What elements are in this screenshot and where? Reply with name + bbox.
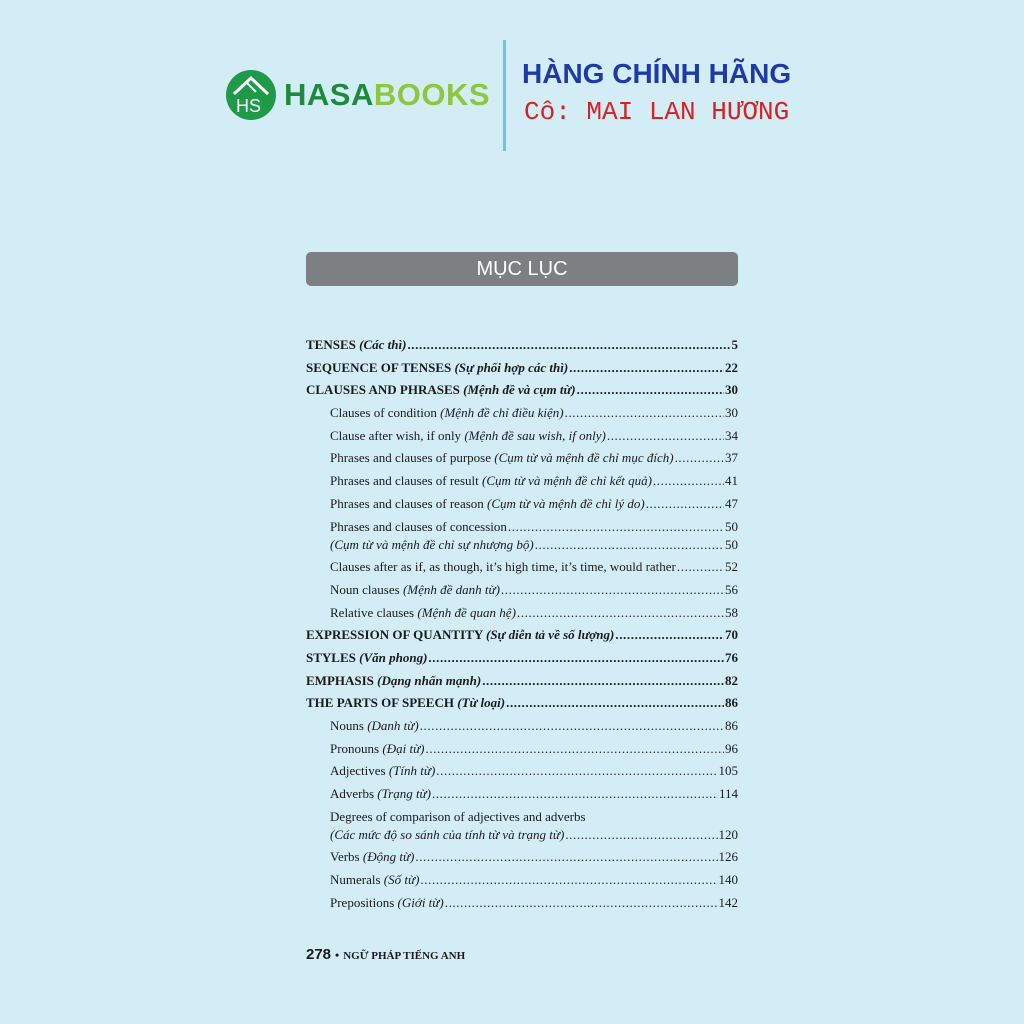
- toc-entry-vietnamese: (Cụm từ và mệnh đề chỉ mục đích): [494, 450, 674, 466]
- toc-leader-dots: [506, 695, 724, 711]
- toc-entry-text: Degrees of comparison of adjectives and adverbs: [330, 808, 586, 824]
- toc-title: MỤC LỤC: [306, 252, 738, 286]
- toc-entry-vietnamese: (Mệnh đề chỉ điều kiện): [440, 405, 564, 421]
- toc-entry: [306, 849, 738, 865]
- toc-leader-dots: [607, 428, 724, 444]
- toc-entry-text: Relative clauses: [330, 604, 415, 620]
- toc-entry-vietnamese: (Văn phong): [359, 649, 428, 665]
- toc-entry: [306, 519, 738, 535]
- toc-entry-page: 70: [725, 627, 738, 643]
- toc-entry-text: Numerals: [330, 872, 381, 888]
- toc-entry-text: CLAUSES AND PHRASES: [306, 382, 460, 398]
- toc-leader-dots: [415, 849, 717, 865]
- toc-entry-vietnamese: (Cụm từ và mệnh đề chỉ kết quả): [482, 473, 652, 489]
- toc-entry-label: [330, 582, 500, 598]
- toc-entry-text: Nouns: [330, 718, 364, 733]
- toc-leader-dots: [407, 337, 730, 353]
- footer-bullet: •: [335, 948, 340, 962]
- toc-leader-dots: [445, 895, 718, 911]
- toc-entry: [306, 360, 738, 376]
- toc-entry-text: Verbs: [330, 849, 360, 865]
- toc-entry-vietnamese: (Sự diễn tả về số lượng): [485, 627, 615, 643]
- toc-entry-page: 86: [725, 695, 738, 711]
- toc-entry: [306, 582, 738, 598]
- toc-leader-dots: [436, 763, 717, 779]
- toc-entry-page: 120: [718, 826, 738, 842]
- toc-entry: [306, 763, 738, 779]
- hasabooks-brand: [226, 70, 490, 120]
- toc-entry-text: Phrases and clauses of concession: [330, 518, 507, 534]
- brand-name-part2: BOOKS: [373, 77, 491, 112]
- toc-entry-text: Adverbs: [330, 786, 375, 802]
- toc-entry-label: [306, 627, 614, 643]
- toc-entry: [306, 673, 738, 689]
- toc-entry-label: [330, 537, 534, 553]
- toc-leader-dots: [646, 496, 724, 512]
- toc-entry-vietnamese: (Mệnh đề quan hệ): [417, 604, 516, 620]
- toc-entry-vietnamese: (Trạng từ): [377, 786, 431, 802]
- toc-leader-dots: [675, 450, 724, 466]
- toc-entry: [306, 741, 738, 757]
- toc-entry-label: [330, 763, 435, 779]
- toc-entry-label: [330, 849, 414, 865]
- toc-entry: [306, 695, 738, 711]
- page-number: 278: [306, 946, 332, 963]
- toc-entry: [306, 337, 738, 353]
- svg-text:HS: HS: [236, 96, 262, 116]
- toc-leader-dots: [428, 650, 724, 666]
- toc-entry-page: 96: [725, 740, 738, 756]
- toc-entry-vietnamese: (Động từ): [362, 849, 415, 865]
- toc-entry: [306, 650, 738, 666]
- toc-entry: [306, 473, 738, 489]
- toc-entry: [306, 718, 738, 734]
- toc-entry-label: [330, 809, 586, 825]
- toc-entry: [306, 559, 738, 575]
- toc-entry-vietnamese: (Các thì): [359, 337, 407, 352]
- toc-entry-page: 142: [718, 894, 738, 910]
- toc-entry-page: 5: [731, 337, 738, 352]
- toc-entry-vietnamese: (Các mức độ so sánh của tính từ và trạng từ): [330, 826, 565, 842]
- toc-entry-label: [330, 741, 425, 757]
- toc-entry-vietnamese: (Cụm từ và mệnh đề chỉ sự nhượng bộ): [330, 536, 534, 552]
- toc-entry-label: [306, 673, 481, 689]
- toc-entry-label: [330, 450, 674, 466]
- toc-entry-label: [330, 605, 516, 621]
- toc-entry-page: 126: [718, 849, 738, 865]
- toc-entry-label: [330, 827, 564, 843]
- toc-entry-text: EXPRESSION OF QUANTITY: [306, 627, 483, 643]
- toc-entry-vietnamese: (Danh từ): [367, 718, 419, 733]
- toc-entry-page: 86: [725, 718, 738, 733]
- toc-entry-page: 58: [725, 604, 738, 620]
- toc-leader-dots: [577, 382, 724, 398]
- toc-entry-label: [330, 786, 431, 802]
- toc-leader-dots: [426, 741, 725, 757]
- official-label: HÀNG CHÍNH HÃNG: [522, 58, 792, 89]
- toc-entry-text: Noun clauses: [330, 581, 400, 597]
- toc-leader-dots: [677, 559, 724, 575]
- toc-entry: [306, 809, 738, 825]
- toc-entry-label: [330, 519, 507, 535]
- toc-entry-vietnamese: (Cụm từ và mệnh đề chỉ lý do): [487, 495, 645, 511]
- toc-leader-dots: [565, 405, 724, 421]
- toc-entry-vietnamese: (Mệnh đề và cụm từ): [463, 382, 576, 398]
- toc-entry-label: [306, 337, 406, 353]
- toc-leader-dots: [569, 360, 724, 376]
- toc-entry-text: Pronouns: [330, 740, 380, 756]
- toc-entry-text: SEQUENCE OF TENSES: [306, 359, 452, 375]
- toc-entry-text: Clauses after as if, as though, it’s high time, it’s time, would rather: [330, 559, 676, 575]
- toc-entry-page: 50: [725, 518, 738, 534]
- toc-entry-page: 30: [725, 382, 738, 398]
- toc-entry: [306, 872, 738, 888]
- toc-entry-page: 105: [718, 763, 738, 779]
- toc-entry-page: 82: [725, 672, 738, 688]
- toc-entry-label: [330, 496, 645, 512]
- toc-entry-page: 50: [725, 536, 738, 552]
- toc-entry-vietnamese: (Giới từ): [397, 894, 444, 910]
- toc-entry-page: 47: [725, 495, 738, 511]
- toc-entry-page: 30: [725, 405, 738, 421]
- toc-entry-text: THE PARTS OF SPEECH: [306, 695, 454, 711]
- toc-entry: [306, 786, 738, 802]
- toc-entry-vietnamese: (Số từ): [383, 872, 420, 888]
- toc-entry-page: 114: [718, 786, 738, 802]
- toc-entry: [306, 827, 738, 843]
- toc-entry-vietnamese: (Mệnh đề sau wish, if only): [464, 427, 606, 443]
- toc-entry: [306, 450, 738, 466]
- toc-entry-vietnamese: (Sự phối hợp các thì): [454, 359, 569, 375]
- toc-entry-label: [306, 695, 505, 711]
- toc-entry-page: 76: [725, 649, 738, 665]
- page-footer: [306, 946, 465, 963]
- toc-leader-dots: [420, 718, 724, 734]
- toc-entry-vietnamese: (Đại từ): [382, 740, 425, 756]
- toc-entry-vietnamese: (Mệnh đề danh từ): [402, 581, 500, 597]
- toc-leader-dots: [508, 519, 724, 535]
- toc-entry-label: [330, 718, 419, 734]
- brand-name-part1: HASA: [284, 77, 374, 112]
- toc-entry: [306, 496, 738, 512]
- toc-leader-dots: [517, 605, 724, 621]
- book-title: NGỮ PHÁP TIẾNG ANH: [343, 950, 466, 962]
- toc-entry-text: Adjectives: [330, 763, 386, 779]
- toc-entry-page: 41: [725, 473, 738, 489]
- toc-entry-label: [330, 473, 652, 489]
- toc-entry-text: EMPHASIS: [306, 672, 374, 688]
- toc-entry-page: 22: [725, 359, 738, 375]
- toc-leader-dots: [535, 537, 724, 553]
- toc-entry-page: 34: [725, 427, 738, 443]
- toc-entry: [306, 428, 738, 444]
- toc-entry-vietnamese: (Dạng nhấn mạnh): [377, 672, 482, 688]
- toc-entry-text: STYLES: [306, 649, 356, 665]
- toc-entry-label: [306, 360, 568, 376]
- toc-leader-dots: [615, 627, 724, 643]
- toc-entry-page: 52: [725, 559, 738, 575]
- toc-leader-dots: [432, 786, 718, 802]
- toc-entry-label: [330, 428, 606, 444]
- toc-entry-vietnamese: (Từ loại): [457, 695, 506, 711]
- toc-entry: [306, 382, 738, 398]
- toc-entry-text: Prepositions: [330, 894, 395, 910]
- toc-entry-page: 37: [725, 450, 738, 466]
- toc-entry-text: Clause after wish, if only: [330, 427, 462, 443]
- table-of-contents: [306, 337, 738, 918]
- teacher-label: Cô: MAI LAN HƯƠNG: [524, 97, 790, 127]
- toc-entry: [306, 895, 738, 911]
- toc-entry-page: 140: [718, 872, 738, 888]
- toc-entry-label: [306, 382, 576, 398]
- brand-name: [284, 77, 490, 113]
- toc-leader-dots: [501, 582, 724, 598]
- toc-entry-page: 56: [725, 581, 738, 597]
- toc-entry-vietnamese: (Tính từ): [388, 763, 436, 779]
- toc-leader-dots: [653, 473, 724, 489]
- toc-entry-text: Clauses of condition: [330, 405, 437, 421]
- header-divider: [503, 40, 506, 151]
- toc-entry: [306, 627, 738, 643]
- toc-entry-label: [330, 405, 564, 421]
- toc-entry: [306, 537, 738, 553]
- toc-entry-label: [306, 650, 427, 666]
- toc-entry-label: [330, 895, 444, 911]
- toc-entry-text: TENSES: [306, 337, 356, 352]
- toc-leader-dots: [420, 872, 717, 888]
- toc-entry: [306, 605, 738, 621]
- toc-leader-dots: [565, 827, 717, 843]
- toc-entry-label: [330, 872, 419, 888]
- toc-entry-text: Phrases and clauses of purpose: [330, 450, 492, 466]
- toc-leader-dots: [482, 673, 724, 689]
- toc-entry: [306, 405, 738, 421]
- toc-entry-text: Phrases and clauses of reason: [330, 495, 484, 511]
- hasabooks-logo-icon: [226, 70, 276, 120]
- toc-entry-text: Phrases and clauses of result: [330, 473, 479, 489]
- toc-entry-label: [330, 559, 676, 575]
